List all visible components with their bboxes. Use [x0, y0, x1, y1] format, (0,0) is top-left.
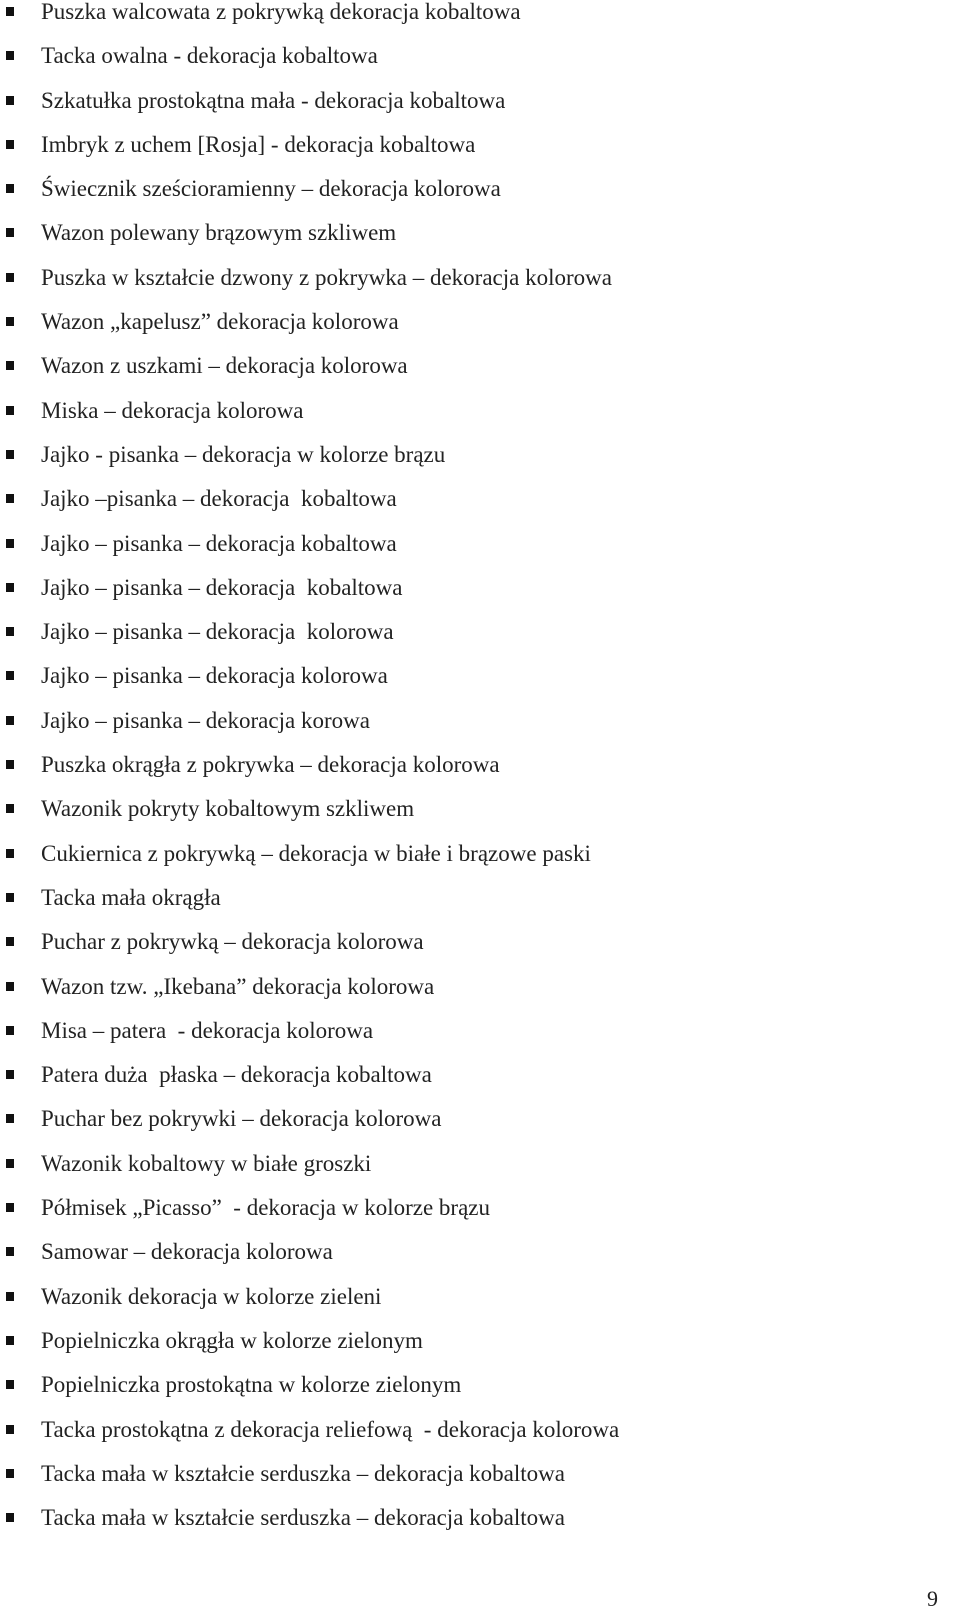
square-bullet-icon [6, 228, 14, 237]
list-item [0, 886, 940, 930]
list-item [0, 797, 940, 841]
square-bullet-icon [6, 1292, 14, 1301]
square-bullet-icon [6, 1380, 14, 1389]
list-item-label: Półmisek „Picasso” - dekoracja w kolorze brązu [41, 1195, 490, 1221]
list-item [0, 310, 940, 354]
square-bullet-icon [6, 627, 14, 636]
list-item [0, 89, 940, 133]
list-item [0, 1285, 940, 1329]
list-item-label: Tacka prostokątna z dekoracja reliefową - dekoracja kolorowa [41, 1416, 620, 1442]
square-bullet-icon [6, 1159, 14, 1168]
square-bullet-icon [6, 1336, 14, 1345]
square-bullet-icon [6, 96, 14, 105]
square-bullet-icon [6, 51, 14, 60]
list-item [0, 1373, 940, 1417]
list-item-label: Cukiernica z pokrywką – dekoracja w białe i brązowe paski [41, 840, 591, 866]
list-item-label: Tacka mała w kształcie serduszka – dekoracja kobaltowa [41, 1460, 565, 1486]
list-item [0, 0, 940, 44]
list-item-label: Wazonik pokryty kobaltowym szkliwem [41, 796, 415, 822]
square-bullet-icon [6, 406, 14, 415]
square-bullet-icon [6, 716, 14, 725]
list-item-label: Puchar bez pokrywki – dekoracja kolorowa [41, 1106, 442, 1132]
list-item-label: Świecznik sześcioramienny – dekoracja kolorowa [41, 176, 501, 202]
list-item [0, 1462, 940, 1506]
list-item-label: Popielniczka prostokątna w kolorze zielonym [41, 1372, 462, 1398]
list-item-label: Wazonik dekoracja w kolorze zieleni [41, 1283, 382, 1309]
square-bullet-icon [6, 583, 14, 592]
square-bullet-icon [6, 494, 14, 503]
list-item [0, 930, 940, 974]
square-bullet-icon [6, 1425, 14, 1434]
list-item [0, 842, 940, 886]
list-item [0, 753, 940, 797]
list-item [0, 975, 940, 1019]
square-bullet-icon [6, 1203, 14, 1212]
list-item [0, 443, 940, 487]
list-item-label: Puszka w kształcie dzwony z pokrywka – dekoracja kolorowa [41, 264, 612, 290]
square-bullet-icon [6, 804, 14, 813]
list-item-label: Popielniczka okrągła w kolorze zielonym [41, 1327, 423, 1353]
list-item-label: Puszka okrągła z pokrywka – dekoracja kolorowa [41, 752, 500, 778]
square-bullet-icon [6, 1070, 14, 1079]
square-bullet-icon [6, 1469, 14, 1478]
list-item [0, 1019, 940, 1063]
list-item [0, 1329, 940, 1373]
square-bullet-icon [6, 893, 14, 902]
page-number: 9 [927, 1586, 938, 1611]
list-item [0, 399, 940, 443]
list-item [0, 354, 940, 398]
square-bullet-icon [6, 1513, 14, 1522]
list-item [0, 133, 940, 177]
list-item-label: Samowar – dekoracja kolorowa [41, 1239, 333, 1265]
list-item-label: Jajko – pisanka – dekoracja kolorowa [41, 663, 388, 689]
list-item [0, 44, 940, 88]
list-item-label: Misa – patera - dekoracja kolorowa [41, 1017, 374, 1043]
list-item-label: Jajko – pisanka – dekoracja kobaltowa [41, 574, 403, 600]
list-item-label: Jajko – pisanka – dekoracja kobaltowa [41, 530, 397, 556]
list-item-label: Wazon polewany brązowym szkliwem [41, 220, 397, 246]
list-item [0, 1107, 940, 1151]
list-item [0, 1240, 940, 1284]
square-bullet-icon [6, 450, 14, 459]
square-bullet-icon [6, 317, 14, 326]
list-item-label: Tacka owalna - dekoracja kobaltowa [41, 43, 378, 69]
list-item-label: Miska – dekoracja kolorowa [41, 397, 304, 423]
list-item-label: Jajko – pisanka – dekoracja kolorowa [41, 619, 394, 645]
list-item [0, 1152, 940, 1196]
square-bullet-icon [6, 671, 14, 680]
square-bullet-icon [6, 1026, 14, 1035]
list-item [0, 532, 940, 576]
list-item-label: Wazon z uszkami – dekoracja kolorowa [41, 353, 408, 379]
list-item [0, 1506, 940, 1550]
square-bullet-icon [6, 7, 14, 16]
square-bullet-icon [6, 1114, 14, 1123]
list-item [0, 620, 940, 664]
list-item-label: Jajko - pisanka – dekoracja w kolorze brązu [41, 441, 446, 467]
list-item-label: Imbryk z uchem [Rosja] - dekoracja kobaltowa [41, 131, 476, 157]
list-item [0, 177, 940, 221]
list-item [0, 266, 940, 310]
list-item-label: Wazon tzw. „Ikebana” dekoracja kolorowa [41, 973, 435, 999]
square-bullet-icon [6, 361, 14, 370]
list-item-label: Tacka mała okrągła [41, 884, 221, 910]
list-item [0, 1418, 940, 1462]
square-bullet-icon [6, 184, 14, 193]
list-item-label: Patera duża płaska – dekoracja kobaltowa [41, 1062, 432, 1088]
list-item-label: Jajko –pisanka – dekoracja kobaltowa [41, 486, 397, 512]
list-item-label: Szkatułka prostokątna mała - dekoracja kobaltowa [41, 87, 506, 113]
list-item [0, 576, 940, 620]
square-bullet-icon [6, 849, 14, 858]
list-item-label: Jajko – pisanka – dekoracja korowa [41, 707, 370, 733]
list-item [0, 1063, 940, 1107]
list-item [0, 221, 940, 265]
square-bullet-icon [6, 539, 14, 548]
list-item [0, 487, 940, 531]
list-item-label: Puchar z pokrywką – dekoracja kolorowa [41, 929, 424, 955]
square-bullet-icon [6, 140, 14, 149]
list-item [0, 1196, 940, 1240]
list-item [0, 709, 940, 753]
square-bullet-icon [6, 760, 14, 769]
square-bullet-icon [6, 937, 14, 946]
square-bullet-icon [6, 273, 14, 282]
square-bullet-icon [6, 1247, 14, 1256]
list-item-label: Wazonik kobaltowy w białe groszki [41, 1150, 372, 1176]
square-bullet-icon [6, 982, 14, 991]
list-item-label: Tacka mała w kształcie serduszka – dekoracja kobaltowa [41, 1505, 565, 1531]
list-item [0, 664, 940, 708]
list-item-label: Wazon „kapelusz” dekoracja kolorowa [41, 309, 399, 335]
list-item-label: Puszka walcowata z pokrywką dekoracja kobaltowa [41, 0, 521, 24]
